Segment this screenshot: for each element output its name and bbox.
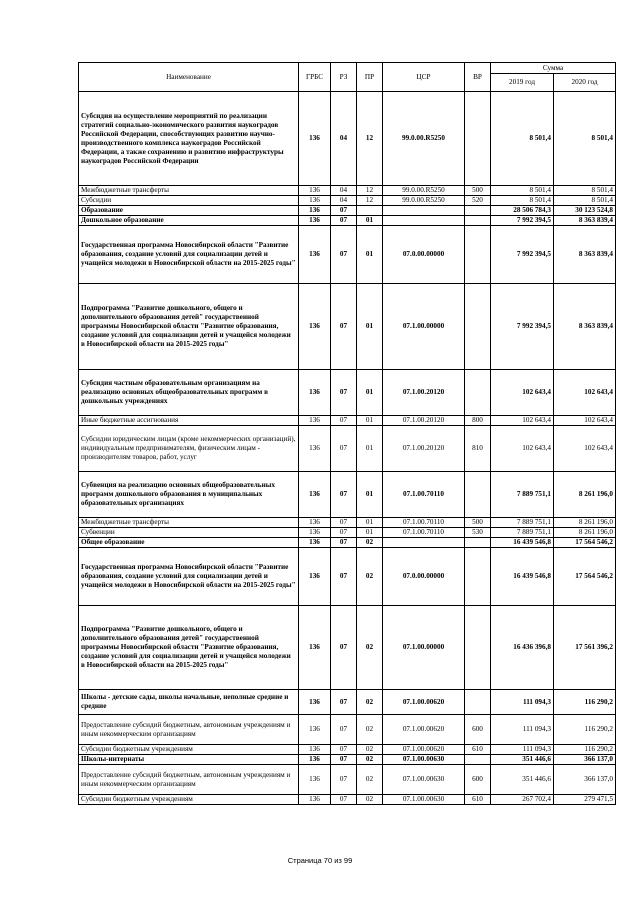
cell-name: Субсидия частным образовательным организациям на реализацию основных общеобразовательных программ в дошкольных учреждениях — [79, 370, 299, 416]
cell-vr: 600 — [465, 715, 491, 745]
table-row — [79, 528, 616, 538]
cell-vr: 610 — [465, 795, 491, 805]
cell-csr: 99.0.00.R5250 — [383, 92, 465, 186]
cell-pr: 12 — [357, 196, 383, 206]
cell-name: Субсидии бюджетным учреждениям — [79, 745, 299, 755]
cell-2020: 8 363 839,4 — [554, 216, 616, 226]
table-row — [79, 426, 616, 472]
cell-grbs: 136 — [299, 518, 331, 528]
cell-vr: 600 — [465, 765, 491, 795]
cell-vr — [465, 755, 491, 765]
budget-table-container — [78, 62, 615, 805]
cell-pr: 01 — [357, 528, 383, 538]
header-name: Наименование — [79, 63, 299, 92]
header-vr: ВР — [465, 63, 491, 92]
cell-csr: 07.1.00.70110 — [383, 518, 465, 528]
cell-rz: 07 — [331, 690, 357, 715]
table-row — [79, 606, 616, 690]
cell-grbs: 136 — [299, 528, 331, 538]
cell-2019: 28 506 784,3 — [491, 206, 554, 216]
cell-csr: 07.1.00.20120 — [383, 370, 465, 416]
cell-pr: 02 — [357, 745, 383, 755]
cell-2019: 102 643,4 — [491, 426, 554, 472]
cell-csr — [383, 216, 465, 226]
table-row — [79, 186, 616, 196]
cell-name: Школы - детские сады, школы начальные, неполные средние и средние — [79, 690, 299, 715]
cell-pr: 02 — [357, 606, 383, 690]
cell-pr: 02 — [357, 548, 383, 606]
cell-vr — [465, 548, 491, 606]
table-row — [79, 284, 616, 370]
table-row — [79, 765, 616, 795]
cell-rz: 07 — [331, 528, 357, 538]
header-csr: ЦСР — [383, 63, 465, 92]
cell-csr: 07.1.00.00630 — [383, 795, 465, 805]
cell-2019: 267 702,4 — [491, 795, 554, 805]
cell-grbs: 136 — [299, 92, 331, 186]
cell-grbs: 136 — [299, 745, 331, 755]
cell-2019: 7 992 394,5 — [491, 226, 554, 284]
table-row — [79, 370, 616, 416]
header-rz: РЗ — [331, 63, 357, 92]
cell-2020: 17 561 396,2 — [554, 606, 616, 690]
cell-csr: 07.0.00.00000 — [383, 226, 465, 284]
cell-pr: 12 — [357, 92, 383, 186]
cell-grbs: 136 — [299, 715, 331, 745]
cell-rz: 07 — [331, 765, 357, 795]
cell-csr: 07.1.00.70110 — [383, 528, 465, 538]
cell-2019: 8 501,4 — [491, 196, 554, 206]
cell-grbs: 136 — [299, 196, 331, 206]
cell-vr: 520 — [465, 196, 491, 206]
cell-rz: 07 — [331, 284, 357, 370]
table-row — [79, 216, 616, 226]
cell-name: Предоставление субсидий бюджетным, автономным учреждениям и иным некоммерческим организациям — [79, 765, 299, 795]
cell-2020: 366 137,0 — [554, 755, 616, 765]
cell-pr: 01 — [357, 284, 383, 370]
cell-2019: 8 501,4 — [491, 92, 554, 186]
cell-2020: 102 643,4 — [554, 426, 616, 472]
cell-grbs: 136 — [299, 538, 331, 548]
table-row — [79, 795, 616, 805]
cell-pr: 02 — [357, 795, 383, 805]
cell-name: Подпрограмма "Развитие дошкольного, общего и дополнительного образования детей" государственной программы Новосибирской области "Развитие образования, создание условий для социализации детей и учащейся молодежи в Новосибирской области на 2015-2025 годы" — [79, 284, 299, 370]
cell-2020: 8 363 839,4 — [554, 284, 616, 370]
cell-name: Субвенции — [79, 528, 299, 538]
cell-vr — [465, 216, 491, 226]
cell-rz: 07 — [331, 745, 357, 755]
budget-table — [78, 62, 616, 805]
cell-csr: 07.1.00.00620 — [383, 745, 465, 755]
table-row — [79, 518, 616, 528]
cell-name: Образование — [79, 206, 299, 216]
header-pr: ПР — [357, 63, 383, 92]
cell-rz: 07 — [331, 795, 357, 805]
cell-grbs: 136 — [299, 755, 331, 765]
cell-rz: 04 — [331, 92, 357, 186]
header-sum: Сумма — [491, 63, 616, 74]
cell-csr: 07.1.00.20120 — [383, 416, 465, 426]
cell-2020: 116 290,2 — [554, 745, 616, 755]
cell-csr: 07.1.00.70110 — [383, 472, 465, 518]
cell-name: Межбюджетные трансферты — [79, 518, 299, 528]
cell-rz: 07 — [331, 755, 357, 765]
cell-name: Межбюджетные трансферты — [79, 186, 299, 196]
cell-csr: 07.1.00.00630 — [383, 765, 465, 795]
cell-rz: 04 — [331, 196, 357, 206]
cell-rz: 04 — [331, 186, 357, 196]
cell-2020: 8 363 839,4 — [554, 226, 616, 284]
cell-pr — [357, 206, 383, 216]
cell-2019: 102 643,4 — [491, 416, 554, 426]
cell-grbs: 136 — [299, 548, 331, 606]
cell-2019: 111 094,3 — [491, 715, 554, 745]
header-2020: 2020 год — [554, 74, 616, 92]
cell-grbs: 136 — [299, 186, 331, 196]
cell-vr: 810 — [465, 426, 491, 472]
cell-rz: 07 — [331, 416, 357, 426]
cell-vr — [465, 606, 491, 690]
cell-name: Субсидии юридическим лицам (кроме некоммерческих организаций), индивидуальным предпринимателям, физическим лицам - производителям товаров, работ, услуг — [79, 426, 299, 472]
table-body — [79, 92, 616, 805]
cell-2020: 8 261 196,0 — [554, 472, 616, 518]
cell-2019: 351 446,6 — [491, 765, 554, 795]
cell-2019: 7 992 394,5 — [491, 284, 554, 370]
cell-pr: 02 — [357, 690, 383, 715]
cell-vr — [465, 538, 491, 548]
cell-rz: 07 — [331, 518, 357, 528]
cell-2020: 116 290,2 — [554, 690, 616, 715]
cell-name: Государственная программа Новосибирской области "Развитие образования, создание условий для социализации детей и учащейся молодежи в Новосибирской области на 2015-2025 годы" — [79, 226, 299, 284]
cell-vr — [465, 206, 491, 216]
cell-2020: 102 643,4 — [554, 370, 616, 416]
cell-pr: 01 — [357, 216, 383, 226]
cell-csr: 07.1.00.00620 — [383, 715, 465, 745]
cell-grbs: 136 — [299, 472, 331, 518]
cell-rz: 07 — [331, 538, 357, 548]
cell-pr: 01 — [357, 518, 383, 528]
cell-2020: 116 290,2 — [554, 715, 616, 745]
header-grbs: ГРБС — [299, 63, 331, 92]
cell-2019: 7 992 394,5 — [491, 216, 554, 226]
cell-2019: 16 436 396,8 — [491, 606, 554, 690]
cell-csr: 07.1.00.00630 — [383, 755, 465, 765]
cell-2019: 7 889 751,1 — [491, 528, 554, 538]
cell-pr: 01 — [357, 416, 383, 426]
cell-pr: 01 — [357, 226, 383, 284]
cell-2019: 111 094,3 — [491, 690, 554, 715]
cell-2019: 16 439 546,8 — [491, 548, 554, 606]
cell-name: Школы-интернаты — [79, 755, 299, 765]
cell-2019: 102 643,4 — [491, 370, 554, 416]
cell-pr: 01 — [357, 370, 383, 416]
cell-vr: 500 — [465, 186, 491, 196]
cell-name: Государственная программа Новосибирской области "Развитие образования, создание условий для социализации детей и учащейся молодежи в Новосибирской области на 2015-2025 годы" — [79, 548, 299, 606]
cell-2019: 7 889 751,1 — [491, 518, 554, 528]
cell-rz: 07 — [331, 548, 357, 606]
table-row — [79, 206, 616, 216]
cell-grbs: 136 — [299, 284, 331, 370]
cell-csr: 07.1.00.20120 — [383, 426, 465, 472]
cell-grbs: 136 — [299, 216, 331, 226]
cell-csr: 07.1.00.00620 — [383, 690, 465, 715]
cell-name: Подпрограмма "Развитие дошкольного, общего и дополнительного образования детей" государственной программы Новосибирской области "Развитие образования, создание условий для социализации детей и учащейся молодежи в Новосибирской области на 2015-2025 годы" — [79, 606, 299, 690]
cell-csr — [383, 538, 465, 548]
cell-grbs: 136 — [299, 426, 331, 472]
cell-2019: 7 889 751,1 — [491, 472, 554, 518]
cell-pr: 01 — [357, 472, 383, 518]
cell-rz: 07 — [331, 472, 357, 518]
cell-pr: 02 — [357, 765, 383, 795]
cell-vr: 800 — [465, 416, 491, 426]
cell-grbs: 136 — [299, 606, 331, 690]
cell-rz: 07 — [331, 226, 357, 284]
cell-rz: 07 — [331, 606, 357, 690]
table-row — [79, 745, 616, 755]
table-row — [79, 196, 616, 206]
cell-vr — [465, 92, 491, 186]
cell-2020: 8 501,4 — [554, 196, 616, 206]
page-number: Страница 70 из 99 — [287, 856, 353, 865]
cell-vr: 530 — [465, 528, 491, 538]
cell-pr: 12 — [357, 186, 383, 196]
cell-name: Субвенция на реализацию основных общеобразовательных программ дошкольного образования в муниципальных образовательных организациях — [79, 472, 299, 518]
cell-rz: 07 — [331, 715, 357, 745]
table-row — [79, 755, 616, 765]
cell-2020: 366 137,0 — [554, 765, 616, 795]
cell-pr: 02 — [357, 755, 383, 765]
table-row — [79, 548, 616, 606]
cell-2019: 111 094,3 — [491, 745, 554, 755]
cell-rz: 07 — [331, 216, 357, 226]
cell-name: Субсидия на осуществление мероприятий по реализации стратегий социально-экономического развития наукоградов Российской Федерации, способствующих развитию научно-производственного комплекса наукоградов Российской Федерации, а также сохранению и развитию инфраструктуры наукоградов Российской Федерации — [79, 92, 299, 186]
cell-csr: 99.0.00.R5250 — [383, 196, 465, 206]
cell-grbs: 136 — [299, 416, 331, 426]
cell-grbs: 136 — [299, 206, 331, 216]
cell-grbs: 136 — [299, 690, 331, 715]
table-row — [79, 416, 616, 426]
cell-name: Иные бюджетные ассигнования — [79, 416, 299, 426]
cell-2020: 8 501,4 — [554, 92, 616, 186]
cell-rz: 07 — [331, 426, 357, 472]
cell-csr: 07.1.00.00000 — [383, 284, 465, 370]
cell-vr — [465, 690, 491, 715]
cell-vr — [465, 226, 491, 284]
cell-rz: 07 — [331, 370, 357, 416]
cell-2019: 351 446,6 — [491, 755, 554, 765]
cell-2020: 30 123 524,8 — [554, 206, 616, 216]
cell-rz: 07 — [331, 206, 357, 216]
cell-name: Дошкольное образование — [79, 216, 299, 226]
cell-2020: 8 261 196,0 — [554, 528, 616, 538]
cell-2020: 8 261 196,0 — [554, 518, 616, 528]
cell-grbs: 136 — [299, 370, 331, 416]
cell-name: Субсидии — [79, 196, 299, 206]
cell-pr: 02 — [357, 715, 383, 745]
table-row — [79, 472, 616, 518]
cell-grbs: 136 — [299, 765, 331, 795]
cell-vr — [465, 472, 491, 518]
cell-2020: 17 564 546,2 — [554, 548, 616, 606]
cell-csr: 07.1.00.00000 — [383, 606, 465, 690]
table-row — [79, 226, 616, 284]
cell-2019: 16 439 546,8 — [491, 538, 554, 548]
table-row — [79, 715, 616, 745]
header-2019: 2019 год — [491, 74, 554, 92]
cell-2020: 8 501,4 — [554, 186, 616, 196]
cell-2020: 279 471,5 — [554, 795, 616, 805]
cell-pr: 02 — [357, 538, 383, 548]
cell-2020: 17 564 546,2 — [554, 538, 616, 548]
cell-vr — [465, 370, 491, 416]
table-row — [79, 538, 616, 548]
cell-csr — [383, 206, 465, 216]
table-row — [79, 92, 616, 186]
cell-grbs: 136 — [299, 795, 331, 805]
cell-csr: 07.0.00.00000 — [383, 548, 465, 606]
cell-name: Предоставление субсидий бюджетным, автономным учреждениям и иным некоммерческим организациям — [79, 715, 299, 745]
cell-pr: 01 — [357, 426, 383, 472]
cell-csr: 99.0.00.R5250 — [383, 186, 465, 196]
cell-grbs: 136 — [299, 226, 331, 284]
cell-2019: 8 501,4 — [491, 186, 554, 196]
cell-2020: 102 643,4 — [554, 416, 616, 426]
cell-vr: 500 — [465, 518, 491, 528]
cell-vr: 610 — [465, 745, 491, 755]
cell-name: Общее образование — [79, 538, 299, 548]
cell-vr — [465, 284, 491, 370]
table-row — [79, 690, 616, 715]
cell-name: Субсидии бюджетным учреждениям — [79, 795, 299, 805]
